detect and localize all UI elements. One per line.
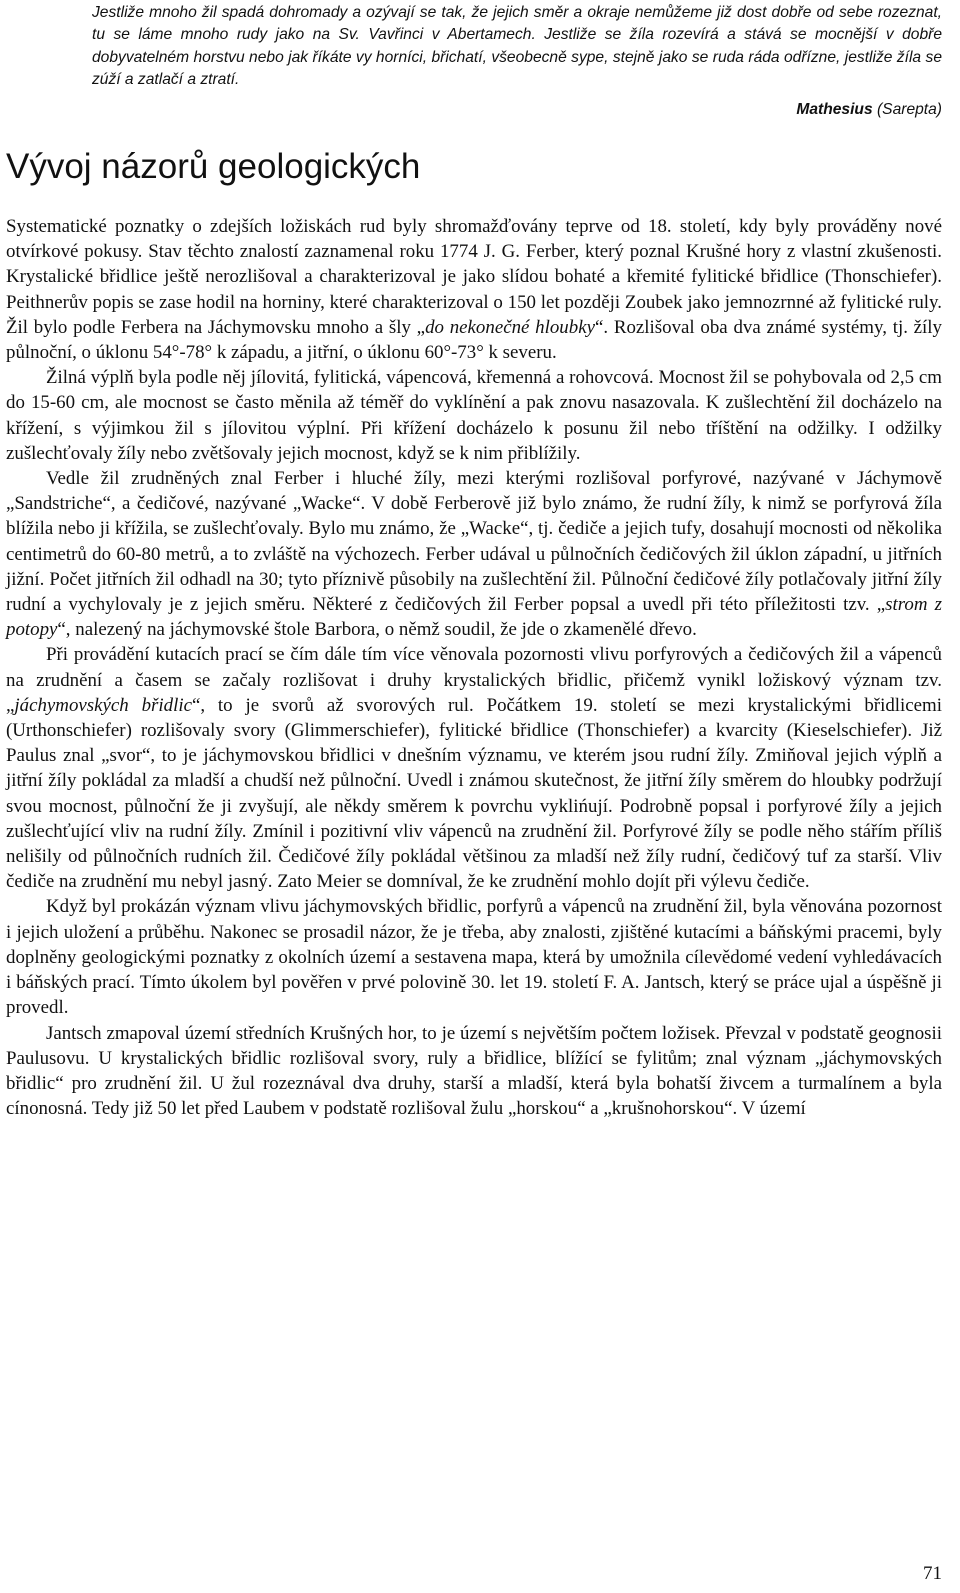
paragraph: Vedle žil zrudněných znal Ferber i hluché žíly, mezi kterými rozlišoval porfyrové, nazývané v Jáchymově „Sandstriche“, a čedičové, nazývané „Wacke“. V době Ferberově již bylo známo, že rudní žíly, k nimž se porfyrová žíla blížila nebo ji křížila, se zušlechťovaly. Bylo mu známo, že „Wacke“, tj. čediče a jejich tufy, dosahují mocnosti od několika centimetrů do 60-80 metrů, a to zvláště na výchozech. Ferber udával u půlnočních čedičových žil úklon západní, u jitřních jižní. Počet jitřních žil odhadl na 30; tyto příznivě působily na zušlechtění žil. Půlnoční čedičové žíly potlačovaly jitřní žíly rudní a vychylovaly je z jejich směru. Některé z čedičových žil Ferber popsal a uvedl při této příležitosti tzv. „strom z potopy“, nalezený na jáchymovské štole Barbora, o němž soudil, že jde o zkamenělé dřevo. <box>6 468 942 641</box>
epigraph-quote: Jestliže mnoho žil spadá dohromady a ozývají se tak, že jejich směr a okraje nemůžeme již dost dobře od sebe rozeznat, tu se láme mnoho rudy jako na Sv. Vavřinci v Abertamech. Jestliže se žíla rozevírá a stává se mocnější v dobře dobyvatelném horstvu nebo jak říkáte vy horníci, břichatí, všeobecně sype, stejně jako se ruda ráda odřízne, jestliže žíla se zúží a zatlačí a ztratí. <box>92 4 942 89</box>
body-text <box>6 214 942 1121</box>
paragraph: Systematické poznatky o zdejších ložiskách rud byly shromažďovány teprve od 18. století, kdy byly prováděny nové otvírkové pokusy. Stav těchto znalostí zaznamenal roku 1774 J. G. Ferber, který poznal Krušné hory z vlastní zkušenosti. Krystalické břidlice ještě nerozlišoval a charakterizoval je jako slídou bohaté a křemité fylitické břidlice (Thonschiefer). Peithnerův popis se zase hodil na horniny, které charakterizoval o 150 let později Zoubek jako jemnozrnné až fylitické ruly. Žil bylo podle Ferbera na Jáchymovsku mnoho a šly „do nekonečné hloubky“. Rozlišoval oba dva známé systémy, tj. žíly půlnoční, o úklonu 54°-78° k západu, a jitřní, o úklonu 60°-73° k severu. <box>6 216 943 364</box>
paragraph: Jantsch zmapoval území středních Krušných hor, to je území s největším počtem ložisek. Převzal v podstatě geognosii Paulusovu. U krystalických břidlic rozlišoval svory, ruly a břidlice, blížící se fylitům; znal význam „jáchymovských břidlic“ pro zrudnění žil. U žul rozeznával dva druhy, starší a mladší, která byla bohatší živcem a turmalínem a byla cínonosná. Tedy již 50 let před Laubem v podstatě rozlišoval žulu „horskou“ a „krušnohorskou“. V území <box>6 1022 942 1120</box>
epigraph-source: (Sarepta) <box>876 101 942 118</box>
epigraph-attribution <box>796 99 942 121</box>
epigraph-author: Mathesius <box>796 101 873 118</box>
paragraph: Žilná výplň byla podle něj jílovitá, fylitická, vápencová, křemenná a rohovcová. Mocnost žil se pohybovala od 2,5 cm do 15-60 cm, ale mocnost se často měnila až téměř do vyklínění a pak znovu nasazovala. K zušlechtění žil docházelo na křížení, s výjimkou žil s jílovitou výplní. Při křížení docházelo k posunu žil nebo tříštění na odžilky. I odžilky zušlechťovaly žíly nebo zvětšovaly jejich mocnost, když se k nim přiblížily. <box>6 367 942 464</box>
paragraph: Když byl prokázán význam vlivu jáchymovských břidlic, porfyrů a vápenců na zrudnění žil, byla věnována pozornost i jejich uložení a průběhu. Nakonec se prosadil názor, že je třeba, aby znalosti, zjištěné kutacími a báňskými pracemi, byly doplněny geologickými poznatky z okolních území a sestavena mapa, která by umožnila cílevědomé vedení vyhledávacích i báňských prací. Tímto úkolem byl pověřen v prvé polovině 30. let 19. století F. A. Jantsch, který se práce ujal a úspěšně ji provedl. <box>6 896 942 1019</box>
italic-term: jáchymovských břidlic <box>14 694 192 716</box>
page-number: 71 <box>923 1563 942 1584</box>
italic-term: do nekonečné hloubky <box>425 316 595 338</box>
paragraph: Při provádění kutacích prací se čím dále tím více věnovala pozornosti vlivu porfyrových a čedičových žil a vápenců na zrudnění a časem se začaly rozlišovat i druhy krystalických břidlic, přičemž vynikl ložiskový význam tzv. „jáchymovských břidlic“, to je svorů až svorových rul. Počátkem 19. století se mezi krystalickými břidlicemi (Urthonschiefer) rozlišovaly svory (Glimmerschiefer), fylitické břidlice (Thonschiefer) a kvarcity (Kieselschiefer). Již Paulus znal „svor“, to je jáchymovskou břidlici v dnešním významu, ve kterém jsou rudní žíly. Zmiňoval jejich výplň a jitřní žíly pokládal za mladší a chudší než půlnoční. Uvedl i známou skutečnost, že jitřní žíly směrem do hloubky podržují svou mocnost, půlnoční že ji zvyšují, ale někdy směrem k povrchu vyklińují. Podrobně popsal i porfyrové žíly a jejich zušlechťující vliv na rudní žíly. Zmínil i pozitivní vliv vápenců na zrudnění žil. Porfyrové žíly se podle něho stářím příliš nelišily od půlnočních rudních žil. Čedičové žíly pokládal většinou za mladší než žíly rudní, čedičový tuf za starší. Vliv čediče na zrudnění mu nebyl jasný. Zato Meier se domníval, že ke zrudnění mohlo dojít při výlevu čediče. <box>6 644 942 893</box>
italic-term: strom z potopy <box>6 594 942 641</box>
section-heading: Vývoj názorů geologických <box>6 147 421 186</box>
